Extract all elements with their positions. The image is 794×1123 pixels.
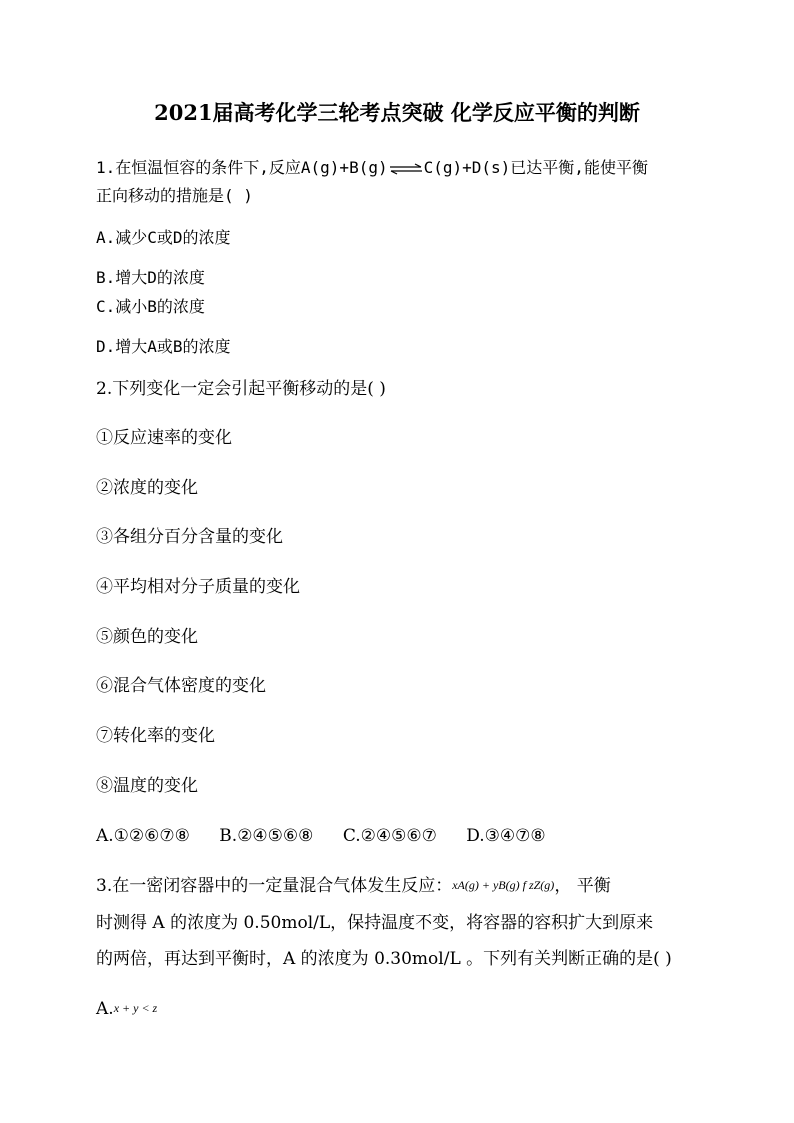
q2-item-3: ③各组分百分含量的变化 [96,527,283,547]
q2-item-4: ④平均相对分子质量的变化 [96,577,300,597]
q2-option-c: C.②④⑤⑥⑦ [342,826,437,846]
q3-option-a-label: A. [96,999,114,1019]
q1-stem-line2: 正向移动的措施是( ) [96,186,253,205]
q2-item-2: ②浓度的变化 [96,478,198,498]
q1-option-a: A.减少C或D的浓度 [96,228,231,247]
q1-option-b: B.增大D的浓度 [96,268,205,287]
q3-option-a-formula: x + y < z [113,1001,158,1015]
q2-option-d: D.③④⑦⑧ [466,826,546,846]
q2-option-b: B.②④⑤⑥⑧ [219,826,314,846]
q3-stem-post: ， 平衡 [554,876,611,896]
q2-item-1: ①反应速率的变化 [96,428,232,448]
q2-item-7: ⑦转化率的变化 [96,726,215,746]
equilibrium-arrow-icon [389,163,423,175]
q2-stem: 2.下列变化一定会引起平衡移动的是( ) [96,379,386,399]
q3-option-a [96,997,157,1020]
q3-stem-line3: 的两倍，再达到平衡时，A 的浓度为 0.30mol/L 。下列有关判断正确的是( ) [96,949,672,969]
q2-option-a: A.①②⑥⑦⑧ [96,826,190,846]
q3-stem-pre: 3.在一密闭容器中的一定量混合气体发生反应： [96,876,453,896]
q3-stem-line2: 时测得 A 的浓度为 0.50mol/L，保持温度不变，将容器的容积扩大到原来 [96,913,654,933]
q1-stem-pre: 1.在恒温恒容的条件下,反应A(g)+B(g) [96,158,388,177]
q3-stem-line1 [96,874,611,897]
q1-option-c: C.减小B的浓度 [96,297,205,316]
q2-item-8: ⑧温度的变化 [96,776,198,796]
q2-item-5: ⑤颜色的变化 [96,627,198,647]
q3-reaction-formula: xA(g) + yB(g) f zZ(g) [452,878,555,892]
q1-stem-line1 [96,157,648,179]
q1-stem-post: C(g)+D(s)已达平衡,能使平衡 [423,158,648,177]
q1-option-d: D.增大A或B的浓度 [96,337,231,356]
q2-item-6: ⑥混合气体密度的变化 [96,676,266,696]
q2-options-row [96,825,570,847]
document-title: 2021届高考化学三轮考点突破 化学反应平衡的判断 [154,100,640,125]
